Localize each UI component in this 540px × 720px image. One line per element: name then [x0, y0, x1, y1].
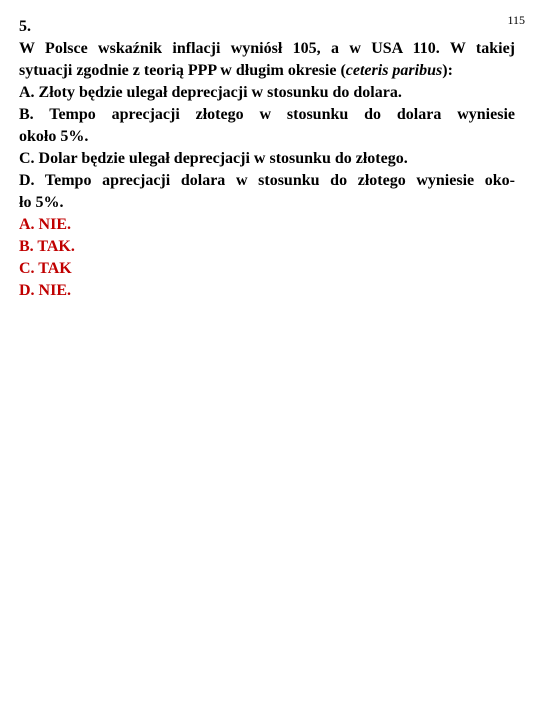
option-d-line-2: ło 5%.	[19, 194, 64, 211]
page-number: 115	[507, 13, 525, 27]
answer-d: D. NIE.	[19, 282, 72, 299]
ceteris-paribus-term: ceteris paribus	[345, 62, 443, 79]
option-c: C. Dolar będzie ulegał deprecjacji w stosunku do złotego.	[19, 150, 408, 167]
question-intro-line-1: W Polsce wskaźnik inflacji wyniósł 105, a w USA 110. W takiej	[19, 40, 515, 57]
question-intro-line-2	[19, 60, 515, 82]
option-a: A. Złoty będzie ulegał deprecjacji w stosunku do dolara.	[19, 84, 402, 101]
option-b-line-2: około 5%.	[19, 128, 89, 145]
question-block	[19, 16, 515, 302]
answer-b: B. TAK.	[19, 238, 75, 255]
answer-c: C. TAK	[19, 260, 72, 277]
question-intro-line-2-start: sytuacji zgodnie z teorią PPP w długim okresie (	[19, 62, 346, 79]
option-d-line-1: D. Tempo aprecjacji dolara w stosunku do złotego wyniesie oko-	[19, 172, 515, 189]
question-number: 5.	[19, 18, 31, 35]
answer-a: A. NIE.	[19, 216, 72, 233]
question-intro-line-2-end: ):	[442, 62, 453, 79]
option-b-line-1: B. Tempo aprecjacji złotego w stosunku do dolara wyniesie	[19, 106, 515, 123]
